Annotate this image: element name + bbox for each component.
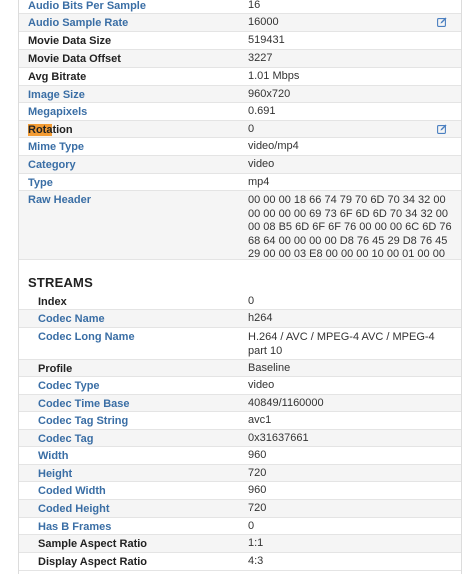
- table-row: [19, 14, 461, 32]
- width-value: 960: [248, 449, 267, 461]
- table-row: [19, 518, 461, 535]
- streams-heading: STREAMS: [28, 275, 93, 290]
- display-aspect-ratio-value: 4:3: [248, 555, 264, 567]
- table-row: [19, 377, 461, 395]
- codec-long-name-value: H.264 / AVC / MPEG-4 AVC / MPEG-4 part 10: [248, 331, 435, 357]
- codec-tag-value: 0x31637661: [248, 432, 309, 444]
- image-size-value: 960x720: [248, 88, 291, 100]
- type-label[interactable]: Type: [28, 177, 53, 189]
- movie-data-offset-value: 3227: [248, 52, 273, 64]
- coded-width-label[interactable]: Coded Width: [38, 485, 106, 497]
- table-row: [19, 395, 461, 412]
- table-row: [19, 482, 461, 500]
- codec-type-value: video: [248, 379, 275, 391]
- table-row: [19, 191, 461, 260]
- megapixels-value: 0.691: [248, 105, 276, 117]
- width-label[interactable]: Width: [38, 450, 69, 462]
- audio-sample-rate-value: 16000: [248, 16, 279, 28]
- codec-time-base-value: 40849/1160000: [248, 397, 324, 409]
- audio-sample-rate-label[interactable]: Audio Sample Rate: [28, 17, 129, 29]
- raw-header-value: 00 00 00 18 66 74 79 70 6D 70 34 32 00 00 00 00 00 69 73 6F 6D 6D 70 34 32 00 00 08 B5 6D 6F 6F 76 00 00 00 6C 6D 76 68 64 00 00 00 00 D8 76 45 29 D8 76 45 29 00 00 03 E8 00 00 00 10 00 01 00 00: [248, 194, 452, 260]
- display-aspect-ratio-label: Display Aspect Ratio: [38, 556, 148, 568]
- table-row: [19, 121, 461, 138]
- sample-aspect-ratio-label: Sample Aspect Ratio: [38, 538, 148, 550]
- mime-type-value: video/mp4: [248, 140, 299, 152]
- table-row: [19, 32, 461, 50]
- has-b-frames-value: 0: [248, 520, 255, 532]
- audio-bits-per-sample-label[interactable]: Audio Bits Per Sample: [28, 0, 146, 12]
- coded-height-value: 720: [248, 502, 267, 514]
- table-row: [19, 328, 461, 360]
- megapixels-label[interactable]: Megapixels: [28, 106, 88, 118]
- rotation-label: Rotation: [28, 124, 73, 136]
- table-row: [19, 103, 461, 121]
- codec-tag-string-label[interactable]: Codec Tag String: [38, 415, 129, 427]
- index-value: 0: [248, 295, 255, 307]
- image-size-label[interactable]: Image Size: [28, 89, 85, 101]
- table-row: [19, 553, 461, 571]
- index-label: Index: [38, 296, 67, 308]
- codec-name-label[interactable]: Codec Name: [38, 313, 105, 325]
- codec-name-value: h264: [248, 312, 273, 324]
- movie-data-size-label: Movie Data Size: [28, 35, 112, 47]
- type-value: mp4: [248, 176, 270, 188]
- height-label[interactable]: Height: [38, 468, 73, 480]
- codec-tag-string-value: avc1: [248, 414, 272, 426]
- table-row: [19, 293, 461, 310]
- mime-type-label[interactable]: Mime Type: [28, 141, 85, 153]
- table-row: [19, 174, 461, 191]
- has-b-frames-label[interactable]: Has B Frames: [38, 521, 112, 533]
- sample-aspect-ratio-value: 1:1: [248, 537, 264, 549]
- table-row: [19, 360, 461, 377]
- table-row: [19, 412, 461, 430]
- rotation-value: 0: [248, 123, 255, 135]
- coded-height-label[interactable]: Coded Height: [38, 503, 110, 515]
- codec-long-name-label[interactable]: Codec Long Name: [38, 331, 135, 343]
- table-row: [19, 86, 461, 103]
- movie-data-offset-label: Movie Data Offset: [28, 53, 121, 65]
- table-row: [19, 430, 461, 447]
- avg-bitrate-label: Avg Bitrate: [28, 71, 87, 83]
- codec-tag-label[interactable]: Codec Tag: [38, 433, 94, 445]
- table-row: [19, 50, 461, 68]
- table-row: [19, 447, 461, 465]
- table-row: [19, 500, 461, 518]
- coded-width-value: 960: [248, 484, 267, 496]
- profile-label: Profile: [38, 363, 73, 375]
- codec-type-label[interactable]: Codec Type: [38, 380, 100, 392]
- avg-bitrate-value: 1.01 Mbps: [248, 70, 300, 82]
- table-row: [19, 0, 461, 14]
- movie-data-size-value: 519431: [248, 34, 285, 46]
- audio-bits-per-sample-value: 16: [248, 0, 261, 11]
- table-row: [19, 465, 461, 482]
- height-value: 720: [248, 467, 267, 479]
- table-row: [19, 68, 461, 86]
- raw-header-label[interactable]: Raw Header: [28, 194, 91, 206]
- search-highlight: Rota: [28, 124, 53, 136]
- table-row: [19, 138, 461, 156]
- table-row: [19, 156, 461, 174]
- category-value: video: [248, 158, 275, 170]
- codec-time-base-label[interactable]: Codec Time Base: [38, 398, 130, 410]
- edit-icon[interactable]: [437, 17, 447, 27]
- table-row: [19, 535, 461, 553]
- table-row: [19, 310, 461, 328]
- category-label[interactable]: Category: [28, 159, 76, 171]
- metadata-panel: [18, 0, 462, 574]
- profile-value: Baseline: [248, 362, 291, 374]
- edit-icon[interactable]: [437, 124, 447, 134]
